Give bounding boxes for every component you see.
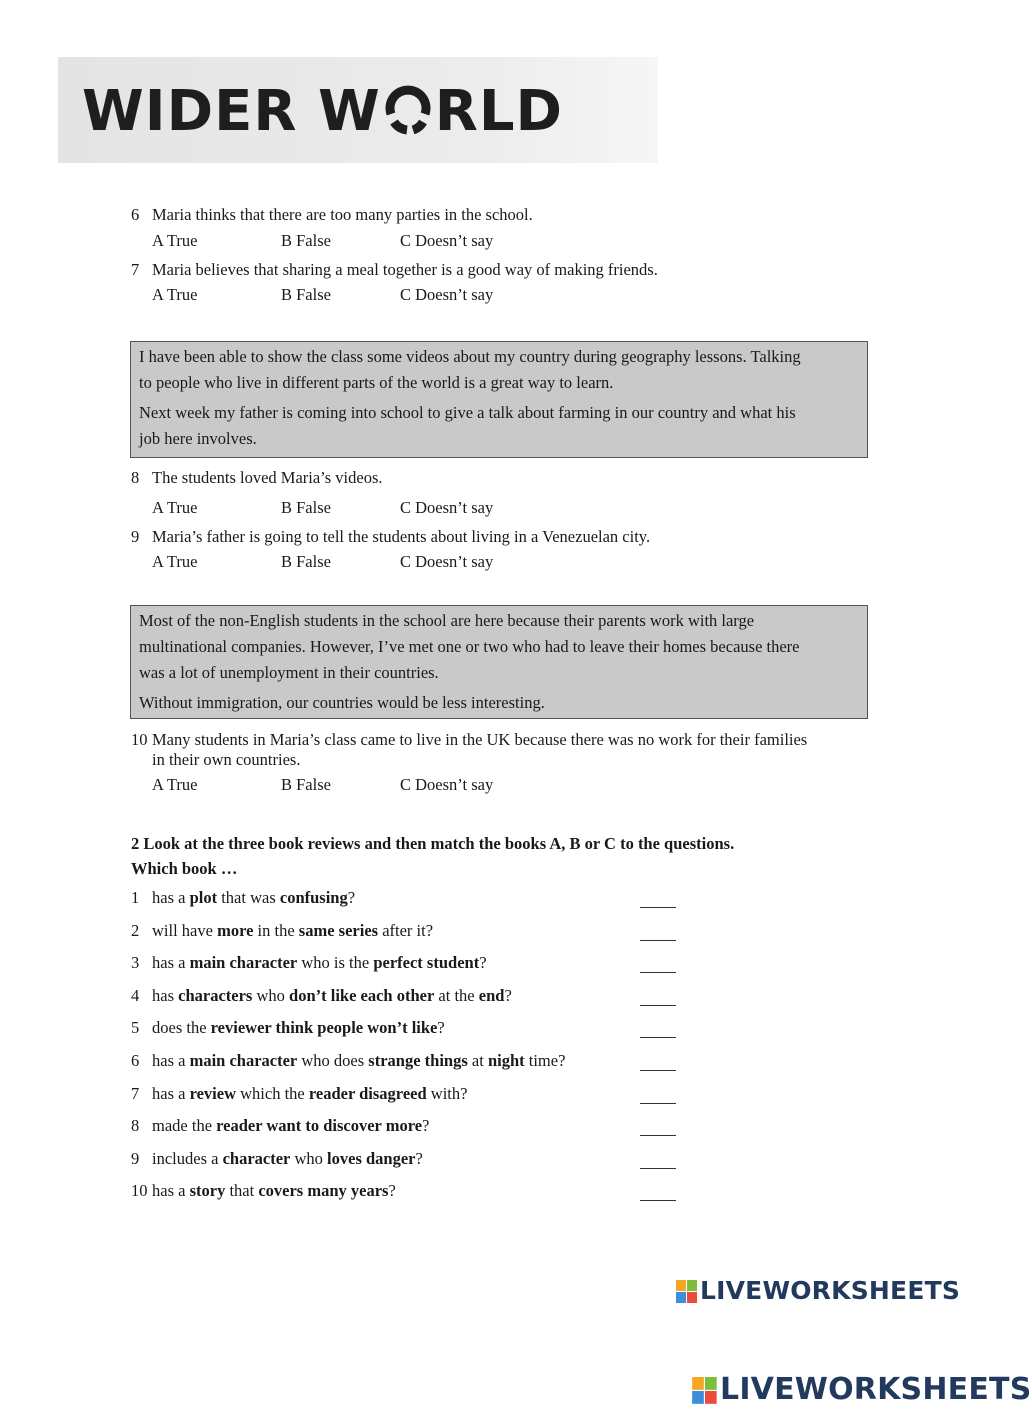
option-a[interactable]: A True: [152, 231, 198, 250]
match-item-keyword: reader disagreed: [308, 1083, 427, 1103]
match-item-keyword: loves danger: [327, 1148, 416, 1168]
match-item-text: at: [467, 1051, 488, 1070]
match-item-text: does the: [152, 1018, 211, 1038]
match-item-keyword: end: [478, 985, 505, 1005]
option-a[interactable]: A True: [152, 498, 198, 517]
option-b[interactable]: B False: [281, 775, 331, 794]
match-item-keyword: review: [189, 1083, 237, 1103]
match-item-text: who does: [297, 1051, 369, 1070]
option-a[interactable]: A True: [152, 775, 198, 794]
match-item-text: ?: [479, 953, 487, 973]
match-item-text: has: [152, 985, 179, 1005]
box2-line: Without immigration, our countries would be less interesting.: [139, 693, 545, 712]
option-c[interactable]: C Doesn’t say: [400, 552, 494, 571]
box1-line: job here involves.: [139, 429, 257, 448]
liveworksheets-watermark: [676, 1276, 960, 1305]
option-b[interactable]: B False: [281, 498, 331, 517]
match-item-text: which the: [236, 1083, 309, 1103]
match-item-text: has a: [152, 1083, 190, 1103]
box1-line: to people who live in different parts of the world is a great way to learn.: [139, 373, 614, 392]
match-item: [131, 1084, 467, 1104]
match-item-text: has a: [152, 1051, 190, 1070]
match-item-text: who is the: [297, 953, 374, 973]
match-item-number: 1: [131, 888, 140, 907]
answer-blank[interactable]: [640, 972, 676, 973]
match-item-number: 8: [131, 1116, 140, 1136]
match-item-number: 6: [131, 1051, 140, 1070]
option-a[interactable]: A True: [152, 552, 198, 571]
option-c[interactable]: C Doesn’t say: [400, 498, 494, 517]
answer-blank[interactable]: [640, 1103, 676, 1104]
match-item: [131, 888, 355, 908]
question-10-text-cont: in their own countries.: [152, 750, 301, 769]
box1-line: I have been able to show the class some videos about my country during geography lessons. Talking: [139, 347, 801, 366]
option-c[interactable]: C Doesn’t say: [400, 285, 494, 304]
watermark-text: LIVEWORKSHEETS: [700, 1276, 961, 1305]
match-item-number: 3: [131, 953, 140, 973]
question-7-text: Maria believes that sharing a meal together is a good way of making friends.: [152, 260, 658, 279]
option-b[interactable]: B False: [281, 552, 331, 571]
match-item-text: includes a: [152, 1148, 223, 1168]
match-item: [131, 1051, 565, 1071]
match-item-keyword: plot: [189, 888, 218, 907]
question-6-text: Maria thinks that there are too many parties in the school.: [152, 205, 533, 224]
answer-blank[interactable]: [640, 907, 676, 908]
match-item-text: has a: [152, 1181, 190, 1201]
match-item-keyword: reader want to discover more: [216, 1116, 423, 1136]
box2-line: was a lot of unemployment in their countries.: [139, 663, 439, 682]
match-item: [131, 1181, 396, 1201]
match-item-keyword: confusing: [279, 888, 348, 907]
question-8-text: The students loved Maria’s videos.: [152, 468, 383, 487]
question-7-number: 7: [131, 260, 140, 279]
option-c[interactable]: C Doesn’t say: [400, 231, 494, 250]
question-6-number: 6: [131, 205, 140, 224]
answer-blank[interactable]: [640, 1037, 676, 1038]
match-item-text: will have: [152, 920, 218, 940]
answer-blank[interactable]: [640, 1070, 676, 1071]
logo-text-right: RLD: [434, 79, 564, 144]
answer-blank[interactable]: [640, 1168, 676, 1169]
match-item-keyword: strange things: [368, 1051, 468, 1070]
reading-text-box-1: [130, 341, 868, 458]
match-item-text: at the: [434, 985, 479, 1005]
wider-world-logo: [82, 80, 563, 144]
box1-line: Next week my father is coming into school to give a talk about farming in our country and what his: [139, 403, 796, 422]
liveworksheets-watermark-bottom: [692, 1372, 1032, 1407]
match-item-number: 5: [131, 1018, 140, 1038]
question-8-number: 8: [131, 468, 140, 487]
match-item-keyword: main character: [189, 953, 298, 973]
match-item: [131, 1149, 423, 1169]
match-item-text: made the: [152, 1116, 217, 1136]
option-b[interactable]: B False: [281, 231, 331, 250]
match-item-text: that: [225, 1181, 259, 1201]
question-9-text: Maria’s father is going to tell the students about living in a Venezuelan city.: [152, 527, 651, 546]
match-item-text: that was: [217, 888, 280, 907]
match-item-number: 2: [131, 920, 140, 940]
match-item-keyword: story: [189, 1181, 226, 1201]
match-item-keyword: reviewer think people won’t like: [210, 1018, 438, 1038]
option-c[interactable]: C Doesn’t say: [400, 775, 494, 794]
watermark-text: LIVEWORKSHEETS: [720, 1372, 1032, 1407]
match-item-text: ?: [388, 1181, 396, 1201]
match-item-number: 10: [131, 1181, 148, 1201]
logo-o-arc-icon: [383, 84, 433, 136]
match-item-keyword: covers many years: [258, 1181, 389, 1201]
answer-blank[interactable]: [640, 1200, 676, 1201]
box2-line: multinational companies. However, I’ve met one or two who had to leave their homes because there: [139, 637, 800, 656]
match-item-keyword: characters: [178, 985, 253, 1005]
match-item-text: time?: [524, 1051, 566, 1070]
match-item-text: ?: [504, 985, 512, 1005]
match-item-text: who: [290, 1148, 328, 1168]
option-b[interactable]: B False: [281, 285, 331, 304]
match-item-keyword: perfect student: [373, 953, 480, 973]
match-item: [131, 953, 487, 973]
section-2-heading: 2 Look at the three book reviews and then match the books A, B or C to the questions.: [131, 834, 735, 853]
match-item-text: after it?: [378, 920, 434, 940]
section-2-subheading: Which book …: [131, 859, 238, 878]
match-item-keyword: same series: [298, 920, 379, 940]
answer-blank[interactable]: [640, 940, 676, 941]
question-10-number: 10: [131, 730, 148, 749]
match-item: [131, 921, 433, 941]
question-10-text: Many students in Maria’s class came to live in the UK because there was no work for their families: [152, 730, 808, 749]
match-item-keyword: character: [222, 1148, 291, 1168]
match-item-keyword: main character: [189, 1051, 298, 1070]
match-item-text: ?: [422, 1116, 430, 1136]
match-item-number: 4: [131, 985, 140, 1005]
match-item-text: has a: [152, 888, 190, 907]
match-item-number: 7: [131, 1083, 140, 1103]
match-item-keyword: night: [487, 1051, 525, 1070]
box2-line: Most of the non-English students in the school are here because their parents work with large: [139, 611, 755, 630]
match-item-number: 9: [131, 1148, 140, 1168]
match-item-text: ?: [437, 1018, 445, 1038]
logo-text-left: WIDER W: [82, 79, 381, 144]
reading-text-box-2: [130, 605, 868, 719]
match-item-keyword: more: [217, 920, 254, 940]
answer-blank[interactable]: [640, 1005, 676, 1006]
liveworksheets-logo-icon: [676, 1280, 698, 1304]
match-item: [131, 1116, 429, 1136]
answer-blank[interactable]: [640, 1135, 676, 1136]
match-item-text: ?: [415, 1148, 423, 1168]
match-item-text: in the: [253, 920, 299, 940]
match-item-text: with?: [426, 1083, 468, 1103]
option-a[interactable]: A True: [152, 285, 198, 304]
match-item: [131, 1018, 445, 1038]
match-item-text: ?: [347, 888, 356, 907]
match-item: [131, 986, 512, 1006]
match-item-keyword: don’t like each other: [289, 985, 435, 1005]
match-item-text: has a: [152, 953, 190, 973]
question-9-number: 9: [131, 527, 140, 546]
liveworksheets-logo-icon: [692, 1377, 718, 1405]
match-item-text: who: [252, 985, 290, 1005]
